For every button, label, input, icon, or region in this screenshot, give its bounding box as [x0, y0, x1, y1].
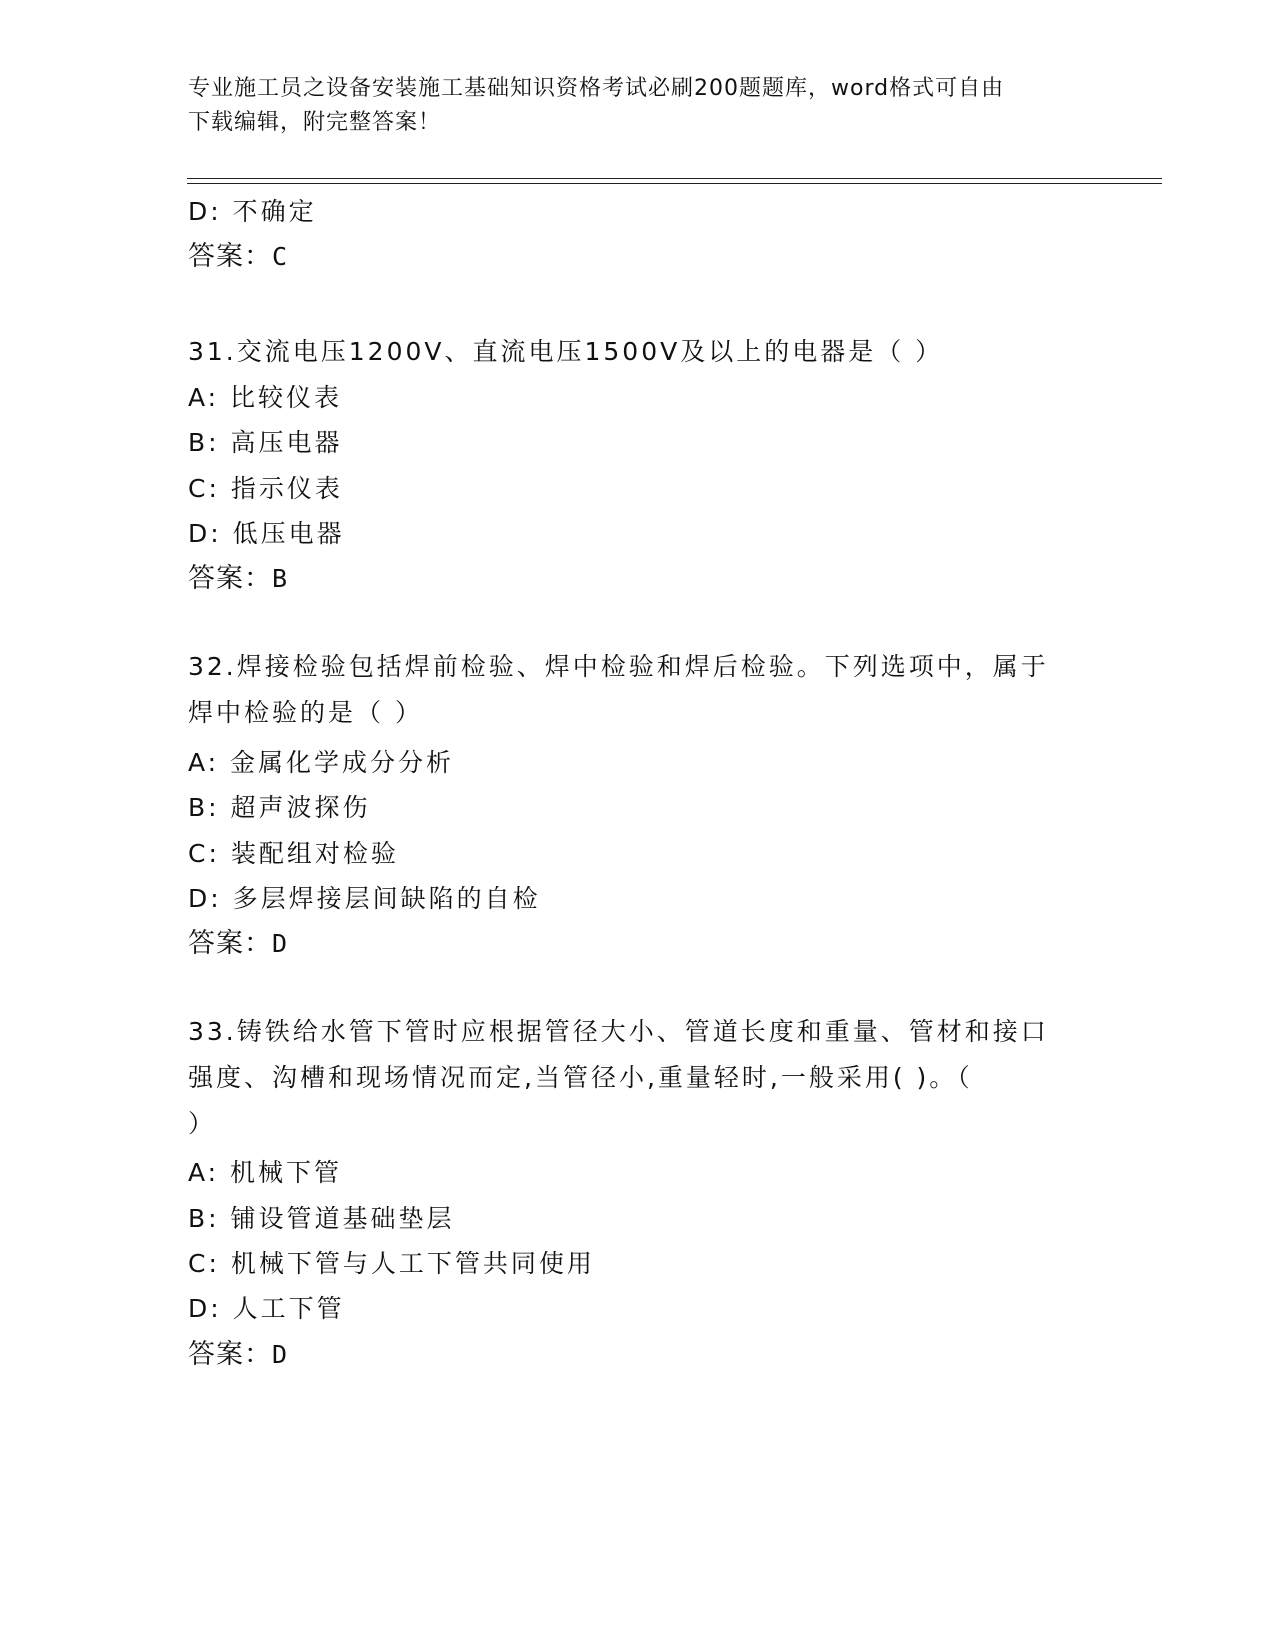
q31-answer [188, 563, 288, 595]
q31-option-b: B: 高压电器 [188, 428, 343, 457]
answer-label: 答案： [188, 241, 272, 272]
q32-stem-line-1: 32.焊接检验包括焊前检验、焊中检验和焊后检验。下列选项中，属于 [188, 652, 1049, 681]
q33-stem-line-3: ） [188, 1109, 217, 1138]
q33-answer [188, 1339, 288, 1371]
document-header [188, 72, 1088, 140]
q31-option-d: D: 低压电器 [188, 519, 345, 548]
answer-label: 答案： [188, 1339, 272, 1370]
answer-label: 答案： [188, 928, 272, 959]
q33-stem-line-1: 33.铸铁给水管下管时应根据管径大小、管道长度和重量、管材和接口 [188, 1017, 1049, 1046]
q31-option-c: C: 指示仪表 [188, 474, 343, 503]
header-rule-bottom [187, 183, 1162, 184]
header-line-2: 下载编辑，附完整答案！ [188, 110, 442, 135]
header-line-1: 专业施工员之设备安装施工基础知识资格考试必刷200题题库，word格式可自由 [188, 76, 1005, 101]
q32-option-c: C: 装配组对检验 [188, 839, 399, 868]
q33-stem [188, 1009, 1088, 1147]
q32-option-b: B: 超声波探伤 [188, 793, 371, 822]
q33-stem-line-2: 强度、沟槽和现场情况而定,当管径小,重量轻时,一般采用( )。（ [188, 1063, 973, 1092]
q31-option-a: A: 比较仪表 [188, 383, 343, 412]
q33-option-d: D: 人工下管 [188, 1294, 345, 1323]
answer-value: D [272, 1340, 289, 1369]
answer-value: C [272, 242, 289, 271]
answer-label: 答案： [188, 563, 272, 594]
prev-answer [188, 241, 288, 273]
q33-option-a: A: 机械下管 [188, 1158, 343, 1187]
answer-value: D [272, 929, 289, 958]
q31-stem: 31.交流电压1200V、直流电压1500V及以上的电器是（ ） [188, 337, 944, 366]
q32-option-d: D: 多层焊接层间缺陷的自检 [188, 884, 541, 913]
q32-stem [188, 644, 1088, 736]
q32-answer [188, 928, 288, 960]
answer-value: B [272, 564, 289, 593]
header-rule-top [187, 178, 1162, 179]
q33-option-c: C: 机械下管与人工下管共同使用 [188, 1249, 595, 1278]
q32-stem-line-2: 焊中检验的是（ ） [188, 698, 423, 727]
prev-option-d: D: 不确定 [188, 197, 317, 226]
q32-option-a: A: 金属化学成分分析 [188, 748, 455, 777]
q33-option-b: B: 铺设管道基础垫层 [188, 1204, 455, 1233]
